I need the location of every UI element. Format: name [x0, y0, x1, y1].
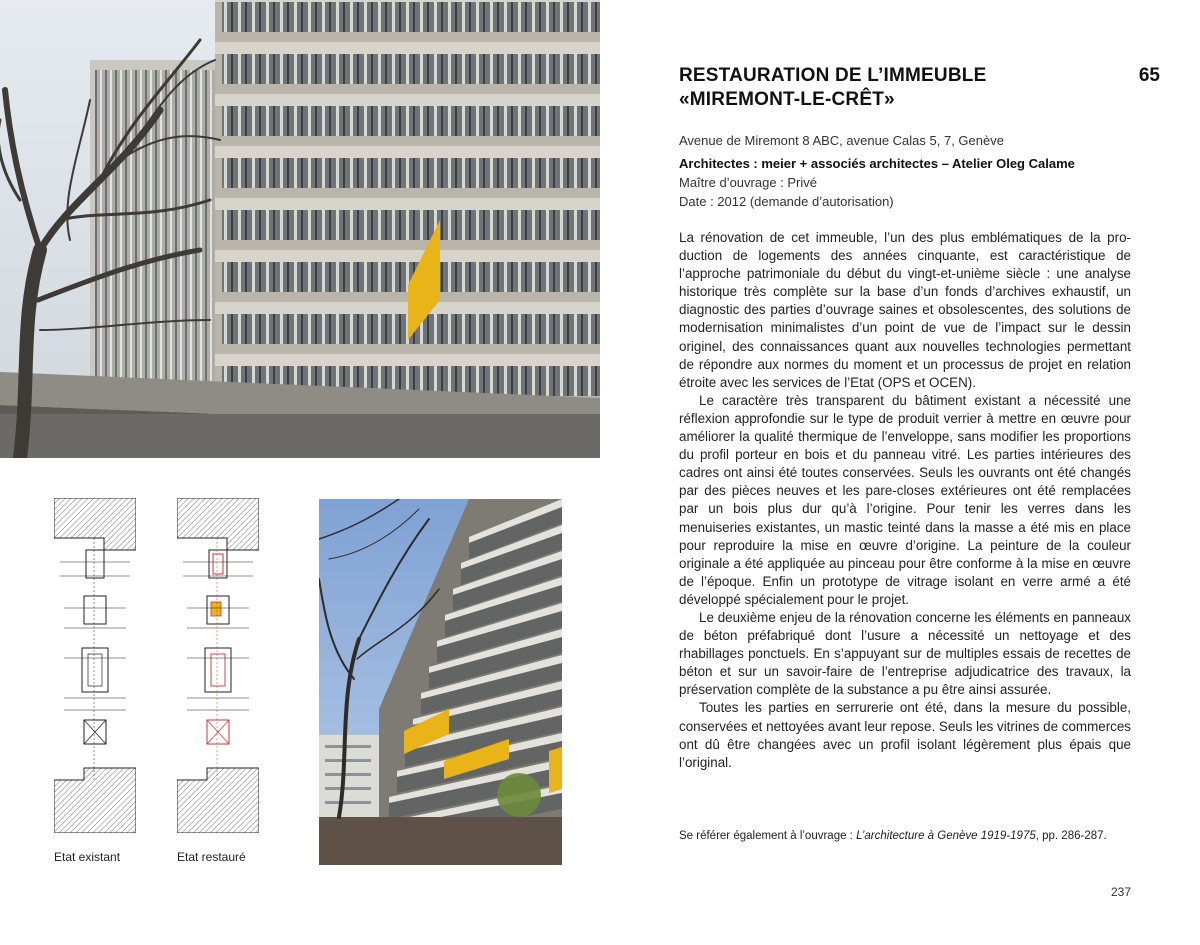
article-title: [679, 64, 999, 112]
balconies-photo: [319, 499, 562, 865]
article-metadata: [679, 131, 1139, 211]
reference-note: [679, 830, 1159, 842]
architects: Architectes : meier + associés architectes – Atelier Oleg Calame: [679, 156, 1075, 171]
reference-book-title: L’architecture à Genève 1919-1975: [856, 830, 1036, 842]
facade-photo: [0, 0, 600, 458]
client: Maître d’ouvrage : Privé: [679, 175, 818, 190]
reference-suffix: , pp. 286-287.: [1035, 830, 1107, 842]
date: Date : 2012 (demande d’autorisation): [679, 194, 894, 209]
caption-existing-state: Etat existant: [54, 850, 121, 864]
existing-state-section-drawing: [54, 498, 136, 833]
reference-prefix: Se référer également à l’ouvrage :: [679, 830, 857, 842]
title-line-2: «MIREMONT-LE-CRÊT»: [679, 89, 895, 110]
restored-state-section-drawing: [177, 498, 259, 833]
paragraph: Le deuxième enjeu de la rénovation concerne les éléments en panneaux de béton préfabriqué dont l’usure a nécessité un nettoyage et des rhabillages ponctuels. En s’appuyant sur de multiples essais de recettes de béton et sur un savoir-faire de l’entreprise adjudicatrice des travaux, la préservation complète de la substance a pu être ainsi assurée.: [679, 609, 1131, 698]
paragraph: La rénovation de cet immeuble, l’un des plus emblématiques de la production de logements des années cinquante, est caractéristique de l’approche patrimoniale du début du vingt-et-unième siècle : une analyse historique très complète sur la base d’un fonds d’archives exhaustif, un diagnostic des parties d’ouvrage saines et obsolescentes, des solutions de modernisation minimalistes d’un point de vue de l’impact sur le dessin originel, des connaissances quant aux nouvelles technologies permettant de répondre aux normes du moment et un processus de projet en relation étroite avec les services de l’Etat (OPS et OCEN).: [679, 230, 1131, 390]
title-line-1: RESTAURATION DE L’IMMEUBLE: [679, 65, 987, 86]
address: Avenue de Miremont 8 ABC, avenue Calas 5, 7, Genève: [679, 133, 1004, 148]
paragraph: Toutes les parties en serrurerie ont été, dans la mesure du possible, conservées et nettoyées avant leur repose. Seuls les vitrines de commerces ont dû être changées avec un profil isolant légèrement plus épais que l’original.: [679, 700, 1131, 770]
article-number: 65: [1138, 65, 1160, 86]
page-number: 237: [1110, 885, 1131, 899]
caption-restored-state: Etat restauré: [177, 850, 246, 864]
article-body: [679, 229, 1131, 772]
paragraph: Le caractère très transparent du bâtiment existant a nécessité une réflexion approfondie sur le type de produit verrier à mettre en œuvre pour améliorer la qualité thermique de l’enveloppe, sans modifier les proportions du profil porteur en bois et du panneau vitré. Les parties intérieures des cadres ont ainsi été toutes conservées. Seuls les ouvrants ont été changés par des pièces neuves et les pare-closes extérieures ont été remplacées par un bois plus dur qu’à l’origine. Pour tenir les verres dans les menuiseries existantes, un mastic teinté dans la masse a été mis en place pour reproduire la mise en œuvre d’origine. La peinture de la couleur originale a été appliquée au pinceau pour être conforme à la mise en œuvre de l’époque. Enfin un prototype de vitrage isolant en verre armé a été développé spécialement pour le projet.: [679, 392, 1131, 607]
